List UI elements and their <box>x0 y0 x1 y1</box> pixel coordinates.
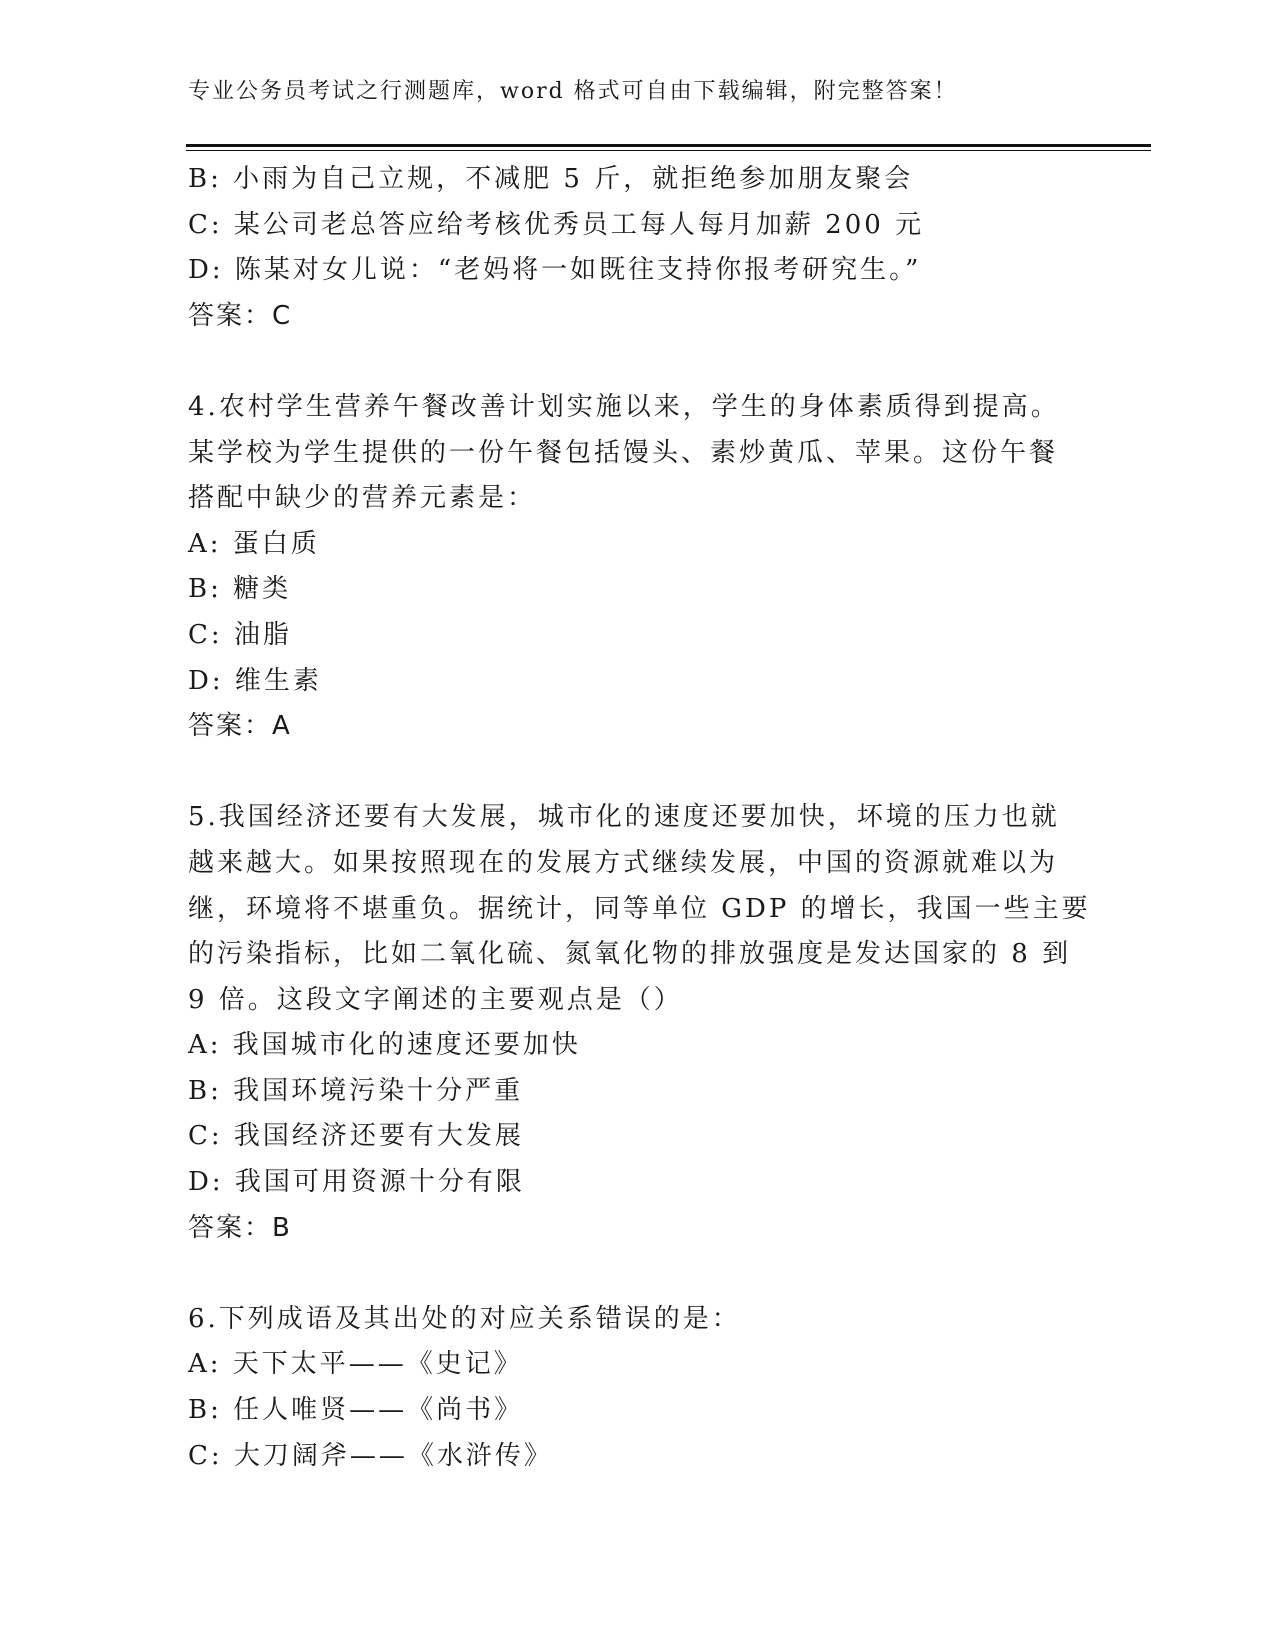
question-6 <box>188 1297 1068 1479</box>
header-rule-thick <box>186 144 1151 147</box>
answer: 答案：A <box>188 711 292 742</box>
question-stem-line: 4.农村学生营养午餐改善计划实施以来，学生的身体素质得到提高。 <box>188 391 1060 422</box>
page-header: 专业公务员考试之行测题库，word 格式可自由下载编辑，附完整答案！ <box>188 79 958 104</box>
question-stem-line: 某学校为学生提供的一份午餐包括馒头、素炒黄瓜、苹果。这份午餐 <box>188 437 1059 468</box>
option-b: B: 糖类 <box>188 574 292 605</box>
question-stem-line: 越来越大。如果按照现在的发展方式继续发展，中国的资源就难以为 <box>188 847 1059 878</box>
question-3-tail <box>188 157 1068 339</box>
question-5 <box>188 795 1091 1251</box>
option-d: D: 我国可用资源十分有限 <box>188 1167 525 1198</box>
answer: 答案：B <box>188 1212 292 1243</box>
question-stem-line: 继，环境将不堪重负。据统计，同等单位 GDP 的增长，我国一些主要 <box>188 893 1091 924</box>
question-stem-line: 的污染指标，比如二氧化硫、氮氧化物的排放强度是发达国家的 8 到 <box>188 939 1072 970</box>
option-a: A: 天下太平——《史记》 <box>188 1349 523 1380</box>
option-c: C: 我国经济还要有大发展 <box>188 1121 524 1152</box>
option-b: B: 任人唯贤——《尚书》 <box>188 1395 524 1426</box>
option-c: C: 油脂 <box>188 619 292 650</box>
question-4 <box>188 385 1068 750</box>
answer: 答案：C <box>188 300 293 331</box>
option-a: A: 我国城市化的速度还要加快 <box>188 1030 581 1061</box>
option-c: C: 某公司老总答应给考核优秀员工每人每月加薪 200 元 <box>188 209 925 240</box>
option-b: B: 我国环境污染十分严重 <box>188 1075 524 1106</box>
option-c: C: 大刀阔斧——《水浒传》 <box>188 1440 553 1471</box>
document-body <box>188 157 1091 1479</box>
header-rule-thin <box>186 150 1151 151</box>
question-stem-line: 5.我国经济还要有大发展，城市化的速度还要加快，坏境的压力也就 <box>188 802 1060 833</box>
question-stem-line: 9 倍。这段文字阐述的主要观点是（） <box>188 984 683 1015</box>
option-a: A: 蛋白质 <box>188 528 320 559</box>
option-d: D: 维生素 <box>188 665 322 696</box>
question-stem-line: 6.下列成语及其出处的对应关系错误的是： <box>188 1303 741 1334</box>
option-b: B: 小雨为自己立规，不减肥 5 斤，就拒绝参加朋友聚会 <box>188 164 914 194</box>
question-stem-line: 搭配中缺少的营养元素是： <box>188 483 537 514</box>
option-d: D: 陈某对女儿说：“老妈将一如既往支持你报考研究生。” <box>188 255 922 286</box>
